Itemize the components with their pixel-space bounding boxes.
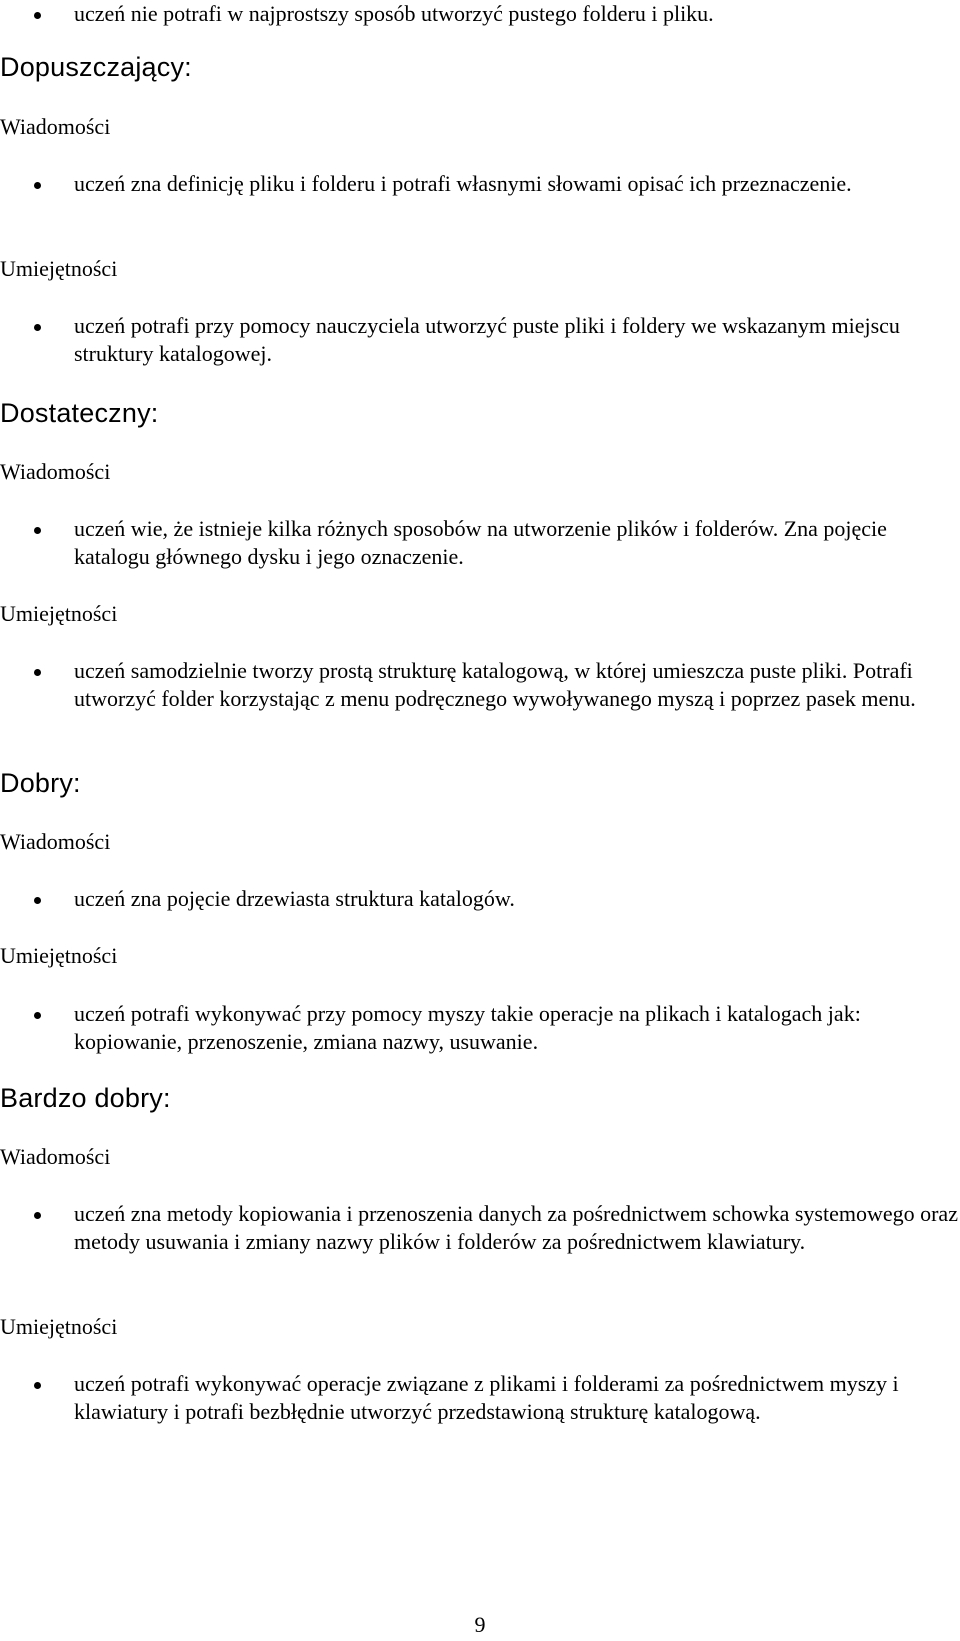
skills-label: Umiejętności	[0, 601, 118, 626]
bullet-icon	[34, 1012, 41, 1019]
knowledge-label: Wiadomości	[0, 114, 111, 139]
list-item	[0, 312, 960, 370]
knowledge-label: Wiadomości	[0, 1144, 111, 1169]
list-item	[0, 885, 960, 915]
list-item	[0, 657, 960, 743]
list-item	[0, 1200, 960, 1286]
list-item-text: uczeń potrafi przy pomocy nauczyciela utworzyć puste pliki i foldery we wskazanym miejscu struktury katalogowej.	[74, 313, 900, 366]
grade-heading-bardzo-dobry: Bardzo dobry:	[0, 1083, 171, 1113]
skills-label: Umiejętności	[0, 943, 118, 968]
grade-heading-dobry: Dobry:	[0, 768, 81, 798]
list-item-text: uczeń zna definicję pliku i folderu i potrafi własnymi słowami opisać ich przeznaczenie.	[74, 171, 852, 196]
bullet-icon	[34, 897, 41, 904]
list-item-text: uczeń wie, że istnieje kilka różnych sposobów na utworzenie plików i folderów. Zna pojęcie katalogu głównego dysku i jego oznaczenie.	[74, 516, 887, 569]
bullet-icon	[34, 1212, 41, 1219]
knowledge-label: Wiadomości	[0, 829, 111, 854]
list-item-text: uczeń samodzielnie tworzy prostą strukturę katalogową, w której umieszcza puste pliki. Potrafi utworzyć folder korzystając z menu podręcznego wywoływanego myszą i poprzez pasek menu.	[74, 658, 916, 711]
list-item-text: uczeń potrafi wykonywać przy pomocy myszy takie operacje na plikach i katalogach jak: kopiowanie, przenoszenie, zmiana nazwy, usuwanie.	[74, 1001, 861, 1054]
bullet-icon	[34, 12, 41, 19]
grade-heading-dostateczny: Dostateczny:	[0, 398, 159, 428]
skills-label: Umiejętności	[0, 1314, 118, 1339]
list-item-text: uczeń nie potrafi w najprostszy sposób utworzyć pustego folderu i pliku.	[74, 1, 714, 26]
bullet-icon	[34, 182, 41, 189]
list-item	[0, 1370, 960, 1428]
list-item	[0, 515, 960, 573]
list-item-text: uczeń zna metody kopiowania i przenoszenia danych za pośrednictwem schowka systemowego oraz metody usuwania i zmiany nazwy plików i folderów za pośrednictwem klawiatury.	[74, 1201, 958, 1254]
list-item-text: uczeń zna pojęcie drzewiasta struktura katalogów.	[74, 886, 515, 911]
bullet-icon	[34, 669, 41, 676]
list-item	[0, 0, 960, 30]
list-item-text: uczeń potrafi wykonywać operacje związane z plikami i folderami za pośrednictwem myszy i klawiatury i potrafi bezbłędnie utworzyć przedstawioną strukturę katalogową.	[74, 1371, 899, 1424]
bullet-icon	[34, 527, 41, 534]
skills-label: Umiejętności	[0, 256, 118, 281]
list-item	[0, 170, 960, 228]
bullet-icon	[34, 324, 41, 331]
grade-heading-dopuszczajacy: Dopuszczający:	[0, 52, 192, 82]
bullet-icon	[34, 1382, 41, 1389]
knowledge-label: Wiadomości	[0, 459, 111, 484]
list-item	[0, 1000, 960, 1058]
page-number: 9	[474, 1612, 486, 1637]
